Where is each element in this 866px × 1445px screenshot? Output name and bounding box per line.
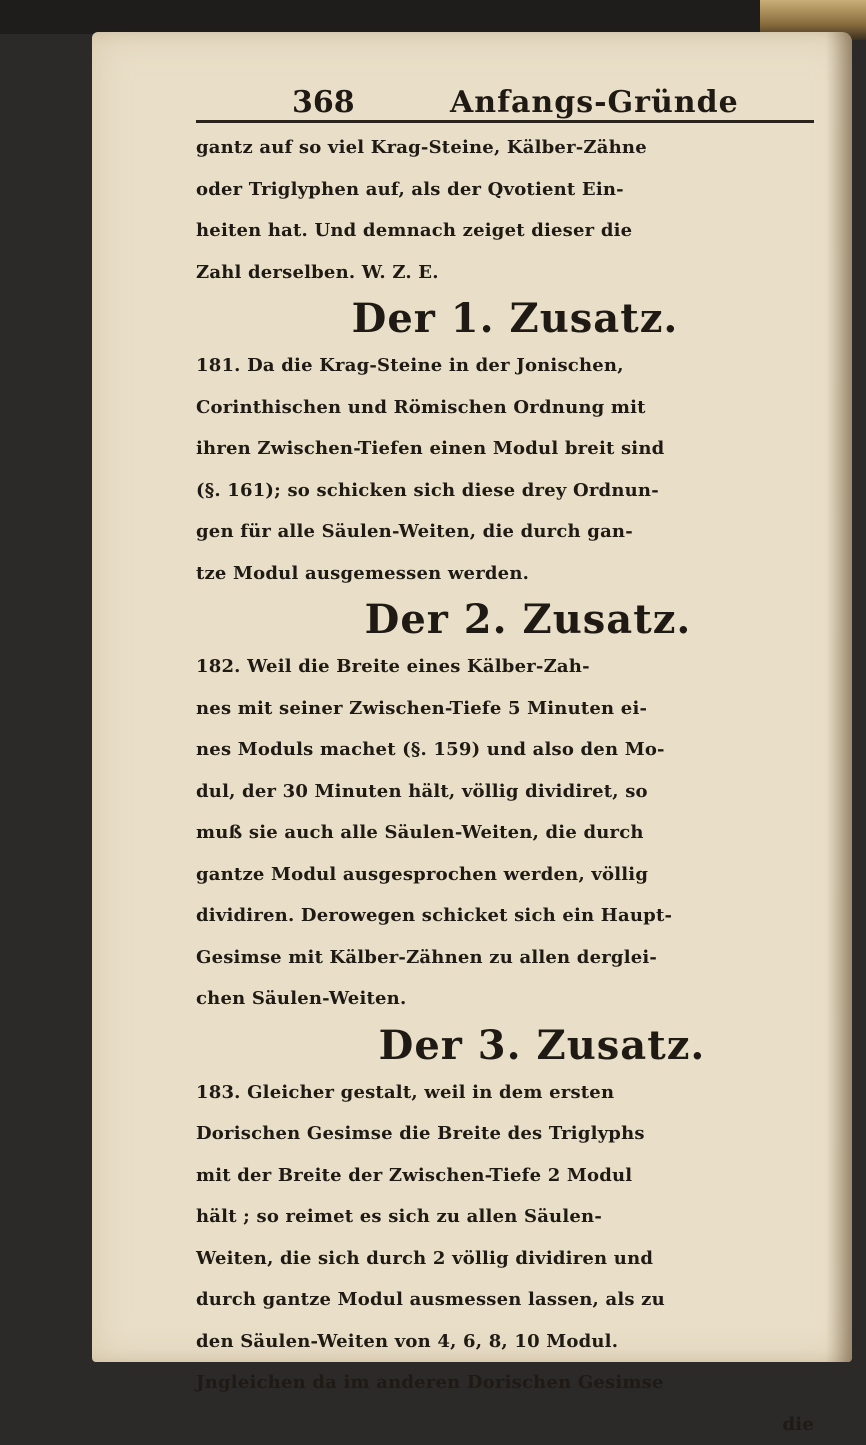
page-gutter-shade (826, 32, 852, 1362)
text-line: Weiten, die sich durch 2 völlig dividiren und (196, 1238, 824, 1280)
text-line: muß sie auch alle Säulen-Weiten, die durch (196, 812, 824, 854)
section-heading: Der 3. Zusatz. (196, 1020, 824, 1072)
text-line: den Säulen-Weiten von 4, 6, 8, 10 Modul. (196, 1321, 824, 1363)
catchword: die (196, 1404, 824, 1445)
text-line: 182. Weil die Breite eines Kälber-Zah- (196, 646, 824, 688)
text-line: durch gantze Modul ausmessen lassen, als zu (196, 1279, 824, 1321)
text-line: ihren Zwischen-Tiefen einen Modul breit sind (196, 428, 824, 470)
text-line: Jngleichen da im anderen Dorischen Gesimse (196, 1362, 824, 1404)
scan-background-top (0, 0, 866, 34)
text-line: oder Triglyphen auf, als der Qvotient Ein- (196, 169, 824, 211)
text-line: Corinthischen und Römischen Ordnung mit (196, 387, 824, 429)
text-line: mit der Breite der Zwischen-Tiefe 2 Modul (196, 1155, 824, 1197)
text-line: Zahl derselben. W. Z. E. (196, 252, 824, 294)
text-line: Dorischen Gesimse die Breite des Triglyphs (196, 1113, 824, 1155)
page-number: 368 (292, 85, 432, 120)
text-line: (§. 161); so schicken sich diese drey Ordnun- (196, 470, 824, 512)
text-line: nes mit seiner Zwischen-Tiefe 5 Minuten ei- (196, 688, 824, 730)
text-line: gantz auf so viel Krag-Steine, Kälber-Zähne (196, 127, 824, 169)
text-line: gantze Modul ausgesprochen werden, völlig (196, 854, 824, 896)
text-line: nes Moduls machet (§. 159) und also den Mo- (196, 729, 824, 771)
text-line: hält ; so reimet es sich zu allen Säulen- (196, 1196, 824, 1238)
text-line: 183. Gleicher gestalt, weil in dem ersten (196, 1072, 824, 1114)
running-header (196, 70, 814, 123)
running-title: Anfangs-Gründe (450, 85, 739, 120)
text-line: heiten hat. Und demnach zeiget dieser die (196, 210, 824, 252)
text-line: 181. Da die Krag-Steine in der Jonischen, (196, 345, 824, 387)
text-line: dividiren. Derowegen schicket sich ein Haupt- (196, 895, 824, 937)
section-heading: Der 1. Zusatz. (196, 293, 824, 345)
text-line: dul, der 30 Minuten hält, völlig dividiret, so (196, 771, 824, 813)
text-line: chen Säulen-Weiten. (196, 978, 824, 1020)
section-heading: Der 2. Zusatz. (196, 594, 824, 646)
text-line: gen für alle Säulen-Weiten, die durch gan- (196, 511, 824, 553)
text-line: tze Modul ausgemessen werden. (196, 553, 824, 595)
page-text (196, 70, 824, 1445)
text-line: Gesimse mit Kälber-Zähnen zu allen derglei- (196, 937, 824, 979)
